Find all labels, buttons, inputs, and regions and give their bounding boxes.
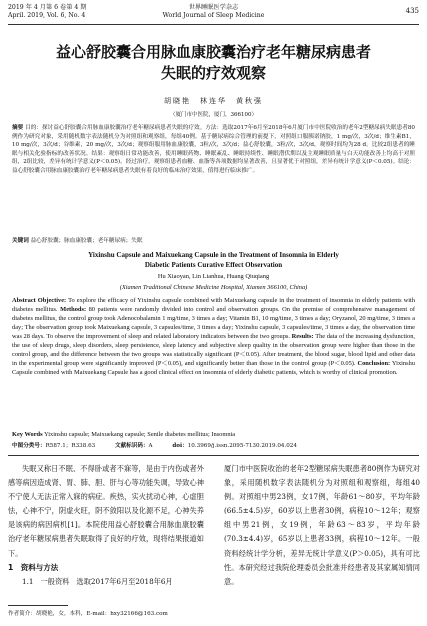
affiliation-cn: （厦门市中医院，厦门，366100） [170, 112, 257, 118]
title-en-line-2: Diabetic Patients Curative Effect Observation [144, 261, 283, 269]
keywords-cn-text: 益心舒胶囊；脉血康胶囊；老年糖尿病；失眠 [30, 238, 143, 244]
objective-label: Objective: [37, 297, 67, 304]
keywords-en-text: Yixinshu capsule; Maixuekang capsule; Senile diabetes mellitus; Insomnia [43, 431, 236, 438]
subsection-general-data: 1.1 一般资料 选取2017年6月至2018年6月 [22, 576, 173, 586]
clc-value: R587.1；R338.63 [45, 443, 96, 449]
article-title-cn [10, 42, 417, 84]
abstract-en [12, 296, 415, 377]
author-footnote: 作者简介：胡晓艳，女，本科，E-mail：hxy32166@163.com [8, 611, 168, 617]
footnote-rule [8, 605, 68, 606]
issue-cn: 2019 年 4 月第 6 卷第 4 期 [8, 4, 87, 11]
abstract-rule [8, 455, 419, 456]
doi-label: doi： [172, 443, 188, 449]
doi-value: 10.3969/j.issn.2095-7130.2019.04.024 [187, 443, 297, 449]
methods-text: 80 patients were randomly divided into control and observation groups. On the premise of comprehensive management of diabetes mellitus, the control group took Adenocobalamin 1 mg/time, 3 times a day; Vitamin B1, 10 mg/time, 3 times a day; Oryzanol, 20 mg/time, 3 times a day; The observation group took Maixuekang capsule, 3 capsules/time, 3 times a day; Yixinshu capsule, 3 capsules/time, 3 times a day, the observation time was 28 days. To observe the improvement of sleep and related laboratory indicators between the two groups. [12, 306, 415, 340]
conclusion-label: Conclusion: [357, 360, 391, 367]
clc-label: 中图分类号： [12, 443, 46, 449]
results-label: Results: [291, 333, 314, 340]
intro-paragraph: 失眠又称日不眠、不得卧或者不寐等，是由于内伤或者外感等病因造成肾、胃、肺、胆、肝与心等功能失调，导致心神不宁使人无法正常入寐的病症。疾热，实火扰动心神，心虚胆怯，心神不宁，阴虚火旺，阴不敛阳以及化源不足，心神失养是该病的病因病机[1]。本院使用益心舒胶囊合用脉血康胶囊治疗老年糖尿病患者失眠取得了良好的疗效，现将结果报道如下。 [8, 464, 204, 558]
authors-cn: 胡晓艳 林连华 黄秋强 [164, 97, 263, 105]
right-column-paragraph: 厦门市中医院收治的老年2型糖尿病失眠患者80例作为研究对象，采用随机数字表法随机分为对照组和观察组，每组40例。对照组中男23例，女17例，年龄61～80岁，平均年龄(66.5±4.5)岁，60岁以上患者30例，病程10～12年；观察组中男21例，女19例，年龄63～83岁，平均年龄(70.3±4.4)岁，65岁以上患者33例，病程10～12年。一般资料经统计学分析，差异无统计学意义(P＞0.05)，具有可比性。本研究经过我院伦理委员会批准并经患者及其家属知情同意。 [224, 464, 420, 586]
running-header [8, 4, 419, 26]
abstract-en-label: Abstract [12, 297, 36, 304]
authors-en: Hu Xiaoyan, Lin Lianhua, Huang Qiuqiang [157, 273, 270, 280]
keywords-cn-label: 关键词 [12, 238, 29, 244]
affiliation-en: (Xiamen Traditional Chinese Medicine Hospital, Xiamen 366100, China) [119, 284, 308, 291]
article-title-en [10, 250, 417, 270]
objective-text: To explore the efficacy of Yixinshu capsule combined with Maixuekang capsule in the treatment of insomnia in elderly patients with diabetes mellitus. [12, 297, 415, 313]
keywords-en-label: Key Words [12, 431, 43, 438]
results-text: The data of the increasing dysfunction, the use of sleep drugs, sleep disorders, sleep persistence, sleep latency and subjective sleep quality in the observation group were higher than those in the control group, and the difference between the two groups was statistically significant (P＜0.05). After treatment, the blood sugar, blood lipid and other data in the experimental group were significantly improved (P＜0.05), and significantly better than those in the control group (P＜0.05). [12, 333, 416, 367]
abstract-cn [12, 124, 415, 176]
journal-en: World Journal of Sleep Medicine [162, 12, 265, 19]
body-column-right [224, 462, 420, 589]
conclusion-text: Yixinshu Capsule combined with Maixuekang Capsule has a good clinical effect on insomnia of elderly diabetic patients, which is worthy of clinical promotion. [12, 360, 415, 376]
title-en-line-1: Yixinshu Capsule and Maixuekang Capsule in the Treatment of Insomnia in Elderly [88, 251, 339, 259]
abstract-cn-text: 目的：探讨益心舒胶囊合用脉血康胶囊治疗老年糖尿病患者失眠的疗效。方法：选取2017年6月至2018年6月厦门市中医院收治的老年2型糖尿病失眠患者80例作为研究对象，采用随机数字表法随机分为对照组和观察组，每组40例。基于糖尿病综合管理的前提下，对照组口服胰诺钠胶，1 mg/次，3次/d；维生素B1，10 mg/次，3次/d；谷维素，20 mg/次，3次/d；观察组服用脉血康胶囊，3粒/次，3次/d；益心舒胶囊，3粒/次，3次/d，观察时间均为28 d。比较2组患者的睡眠与相关化验指标的改善状况。结果：观察组日常功能改善，使用睡眠药物、睡眠紊乱、睡眠持续性、睡眠潜伏期以及主观睡眠质量与白天功能改善上均高于对照组，2组比较，差异有统计学意义(P＜0.05)。经过治疗，观察组患者血糖、血脂等各项数据均显著改善，且显著优于对照组，差异有统计学意义(P＜0.05)。结论：益心舒胶囊合用脉血康胶囊治疗老年糖尿病患者失眠有着良好的临床治疗效果，值得进行临床推广。 [12, 125, 415, 174]
abstract-cn-label: 摘要 [12, 125, 24, 131]
doc-value: A [148, 443, 153, 449]
header-center [8, 4, 419, 20]
keywords-en [12, 430, 415, 439]
journal-cn: 世界睡眠医学杂志 [188, 4, 239, 11]
page-number: 435 [405, 7, 419, 15]
methods-label: Methods: [60, 306, 87, 313]
body-column-left [8, 462, 204, 589]
doc-label: 文献标识码： [114, 443, 149, 449]
title-line-2: 失眠的疗效观察 [160, 64, 266, 82]
section-heading: 1 资料与方法 [8, 562, 59, 572]
header-rule [8, 24, 419, 25]
classification-line [12, 442, 415, 451]
issue-en: April. 2019, Vol. 6, No. 4 [8, 12, 86, 19]
title-line-1: 益心舒胶囊合用脉血康胶囊治疗老年糖尿病患者 [55, 43, 371, 61]
keywords-cn [12, 237, 415, 246]
